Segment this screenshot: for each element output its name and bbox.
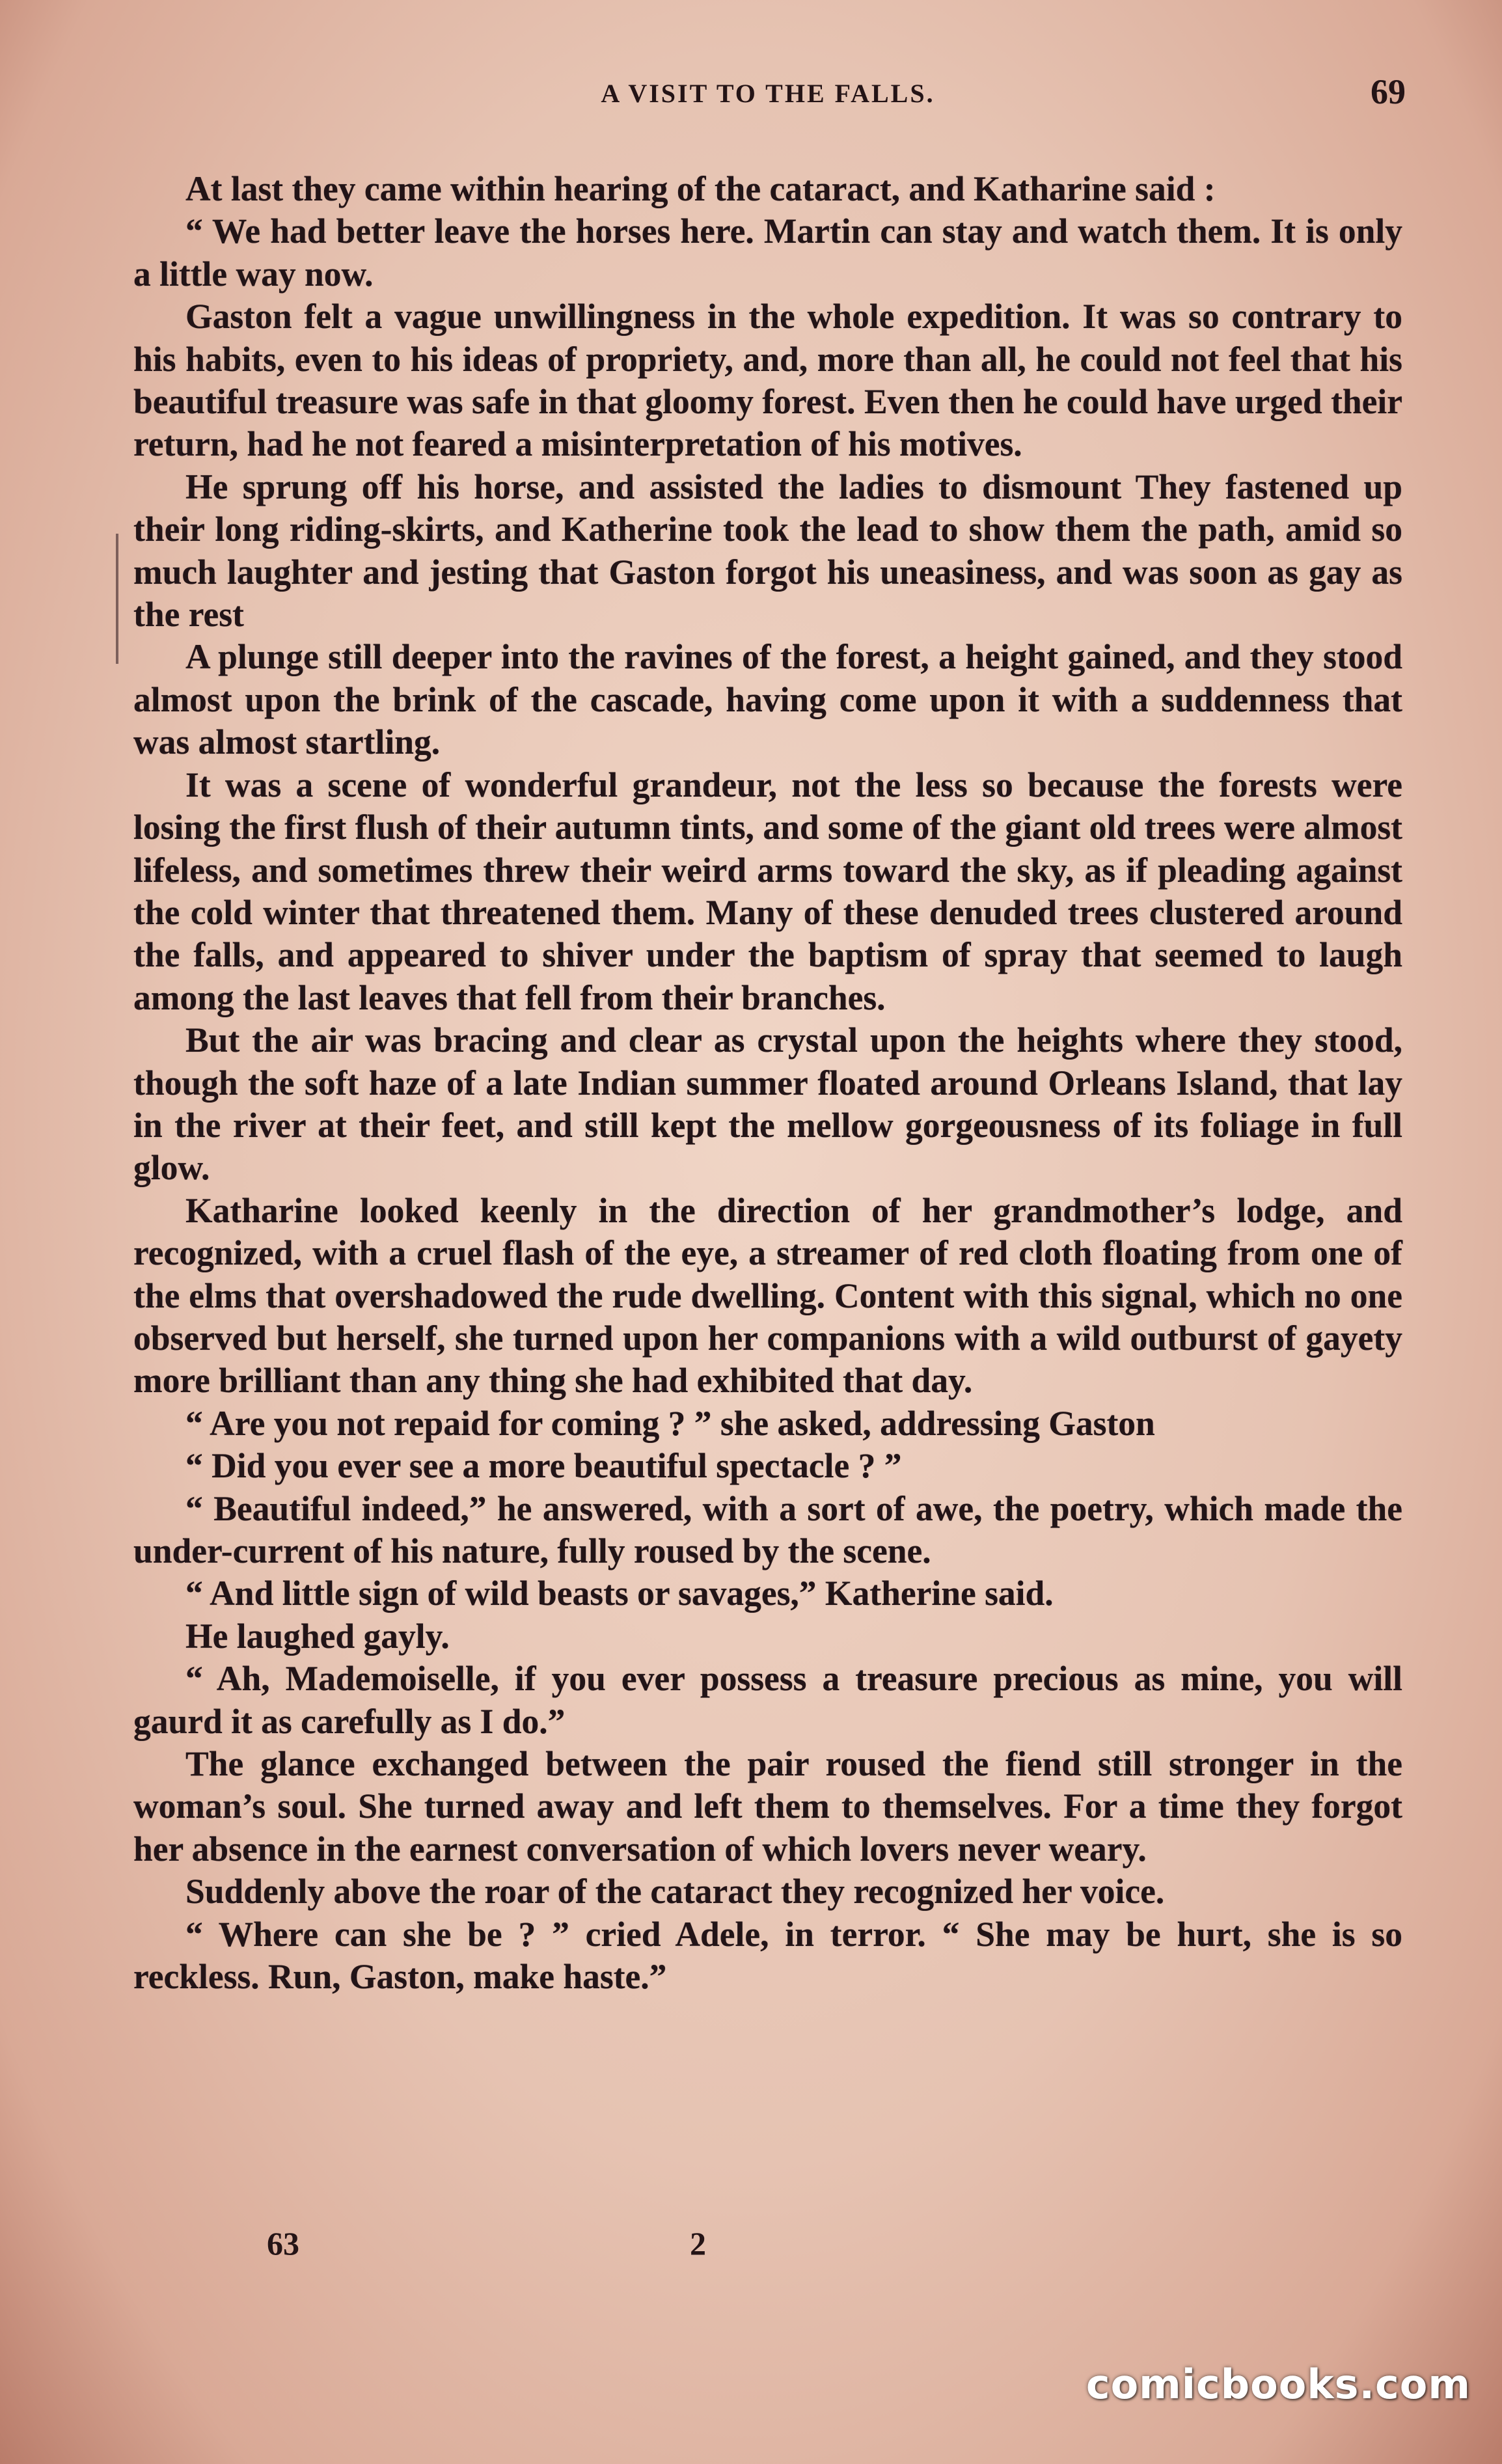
margin-mark bbox=[116, 534, 118, 664]
paragraph: He sprung off his horse, and assisted the ladies to dismount They fastened up their long riding-skirts, and Katherine took the lead to show them the path, amid so much laughter and jesting that Gaston forgot his uneasiness, and was soon as gay as the rest bbox=[133, 467, 1402, 635]
paragraph: At last they came within hearing of the cataract, and Katharine said : bbox=[185, 169, 1216, 208]
paragraph: The glance exchanged between the pair roused the fiend still stronger in the woman’s soul. She turned away and left them to themselves. For a time they forgot her absence in the earnest conversation of which lovers never weary. bbox=[133, 1744, 1402, 1869]
paragraph: “ Did you ever see a more beautiful spectacle ? ” bbox=[185, 1446, 902, 1486]
paragraph: “ We had better leave the horses here. Martin can stay and watch them. It is only a little way now. bbox=[133, 212, 1402, 294]
body-text bbox=[133, 168, 1402, 1998]
paragraph: “ Ah, Mademoiselle, if you ever possess a treasure precious as mine, you will gaurd it as carefully as I do.” bbox=[133, 1659, 1402, 1741]
paragraph: Katharine looked keenly in the direction of her grandmother’s lodge, and recognized, with a cruel flash of the eye, a streamer of red cloth floating from one of the elms that overshadowed the rude dwelling. Content with this signal, which no one observed but herself, she turned upon her companions with a wild outburst of gayety more brilliant than any thing she had exhibited that day. bbox=[133, 1190, 1402, 1401]
paragraph: Suddenly above the roar of the cataract they recognized her voice. bbox=[185, 1872, 1165, 1911]
paragraph: “ Are you not repaid for coming ? ” she asked, addressing Gaston bbox=[185, 1403, 1155, 1443]
page-footer bbox=[130, 2224, 1406, 2277]
page-header bbox=[130, 72, 1406, 130]
paragraph: Gaston felt a vague unwillingness in the whole expedition. It was so contrary to his habits, even to his ideas of propriety, and, more than all, he could not feel that his beautiful treasure was safe in that gloomy forest. Even then he could have urged their return, had he not feared a misinterpretation of his motives. bbox=[133, 297, 1402, 464]
running-title: A VISIT TO THE FALLS. bbox=[601, 79, 935, 108]
paragraph: A plunge still deeper into the ravines of the forest, a height gained, and they stood almost upon the brink of the cascade, having come upon it with a suddenness that was almost startling. bbox=[133, 637, 1402, 762]
signature-mark-center: 2 bbox=[690, 2225, 706, 2262]
paragraph: It was a scene of wonderful grandeur, not the less so because the forests were losing the first flush of their autumn tints, and some of the giant old trees were almost lifeless, and sometimes threw their weird arms toward the sky, as if pleading against the cold winter that threatened them. Many of these denuded trees clustered around the falls, and appeared to shiver under the baptism of spray that seemed to laugh among the last leaves that fell from their branches. bbox=[133, 765, 1402, 1017]
signature-mark-left: 63 bbox=[267, 2225, 299, 2262]
page-number: 69 bbox=[1371, 72, 1406, 111]
paragraph: He laughed gayly. bbox=[185, 1616, 450, 1656]
watermark-logo: comicbooks.com bbox=[1086, 2361, 1471, 2408]
paragraph: But the air was bracing and clear as crystal upon the heights where they stood, though the soft haze of a late Indian summer floated around Orleans Island, that lay in the river at their feet, and still kept the mellow gorgeousness of its foliage in full glow. bbox=[133, 1020, 1402, 1188]
paragraph: “ Where can she be ? ” cried Adele, in terror. “ She may be hurt, she is so reckless. Run, Gaston, make haste.” bbox=[133, 1914, 1402, 1997]
paragraph: “ And little sign of wild beasts or savages,” Katherine said. bbox=[185, 1574, 1054, 1613]
paragraph: “ Beautiful indeed,” he answered, with a sort of awe, the poetry, which made the under-current of his nature, fully roused by the scene. bbox=[133, 1488, 1402, 1570]
